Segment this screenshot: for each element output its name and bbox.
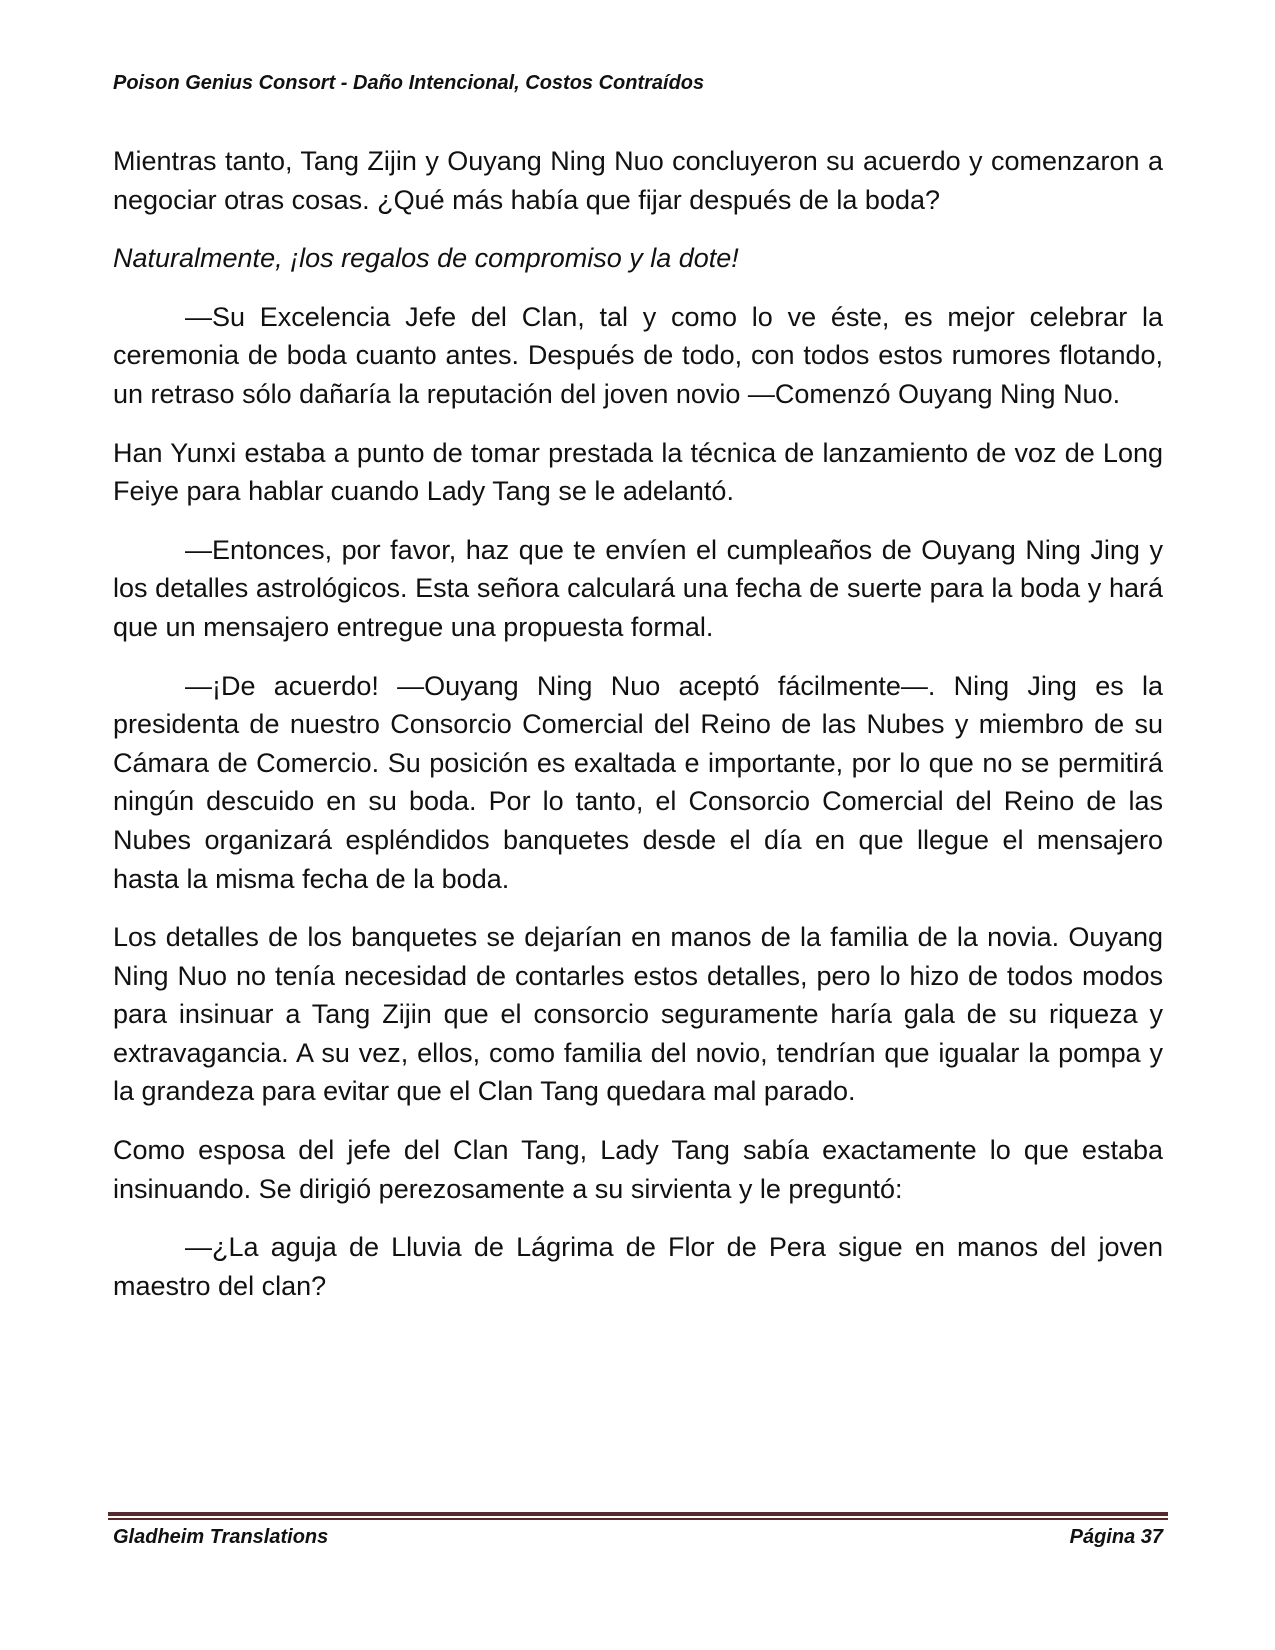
paragraph: Los detalles de los banquetes se dejarían en manos de la familia de la novia. Ouyang Ning Nuo no tenía necesidad de contarles estos detalles, pero lo hizo de todos modos para insinuar a Tang Zijin que el consorcio seguramente haría gala de su riqueza y extravagancia. A su vez, ellos, como familia del novio, tendrían que igualar la pompa y la grandeza para evitar que el Clan Tang quedara mal parado. — [113, 922, 1163, 1107]
dialogue-paragraph: —¿La aguja de Lluvia de Lágrima de Flor de Pera sigue en manos del joven maestro del clan? — [113, 1232, 1163, 1301]
dialogue-paragraph: —¡De acuerdo! —Ouyang Ning Nuo aceptó fácilmente—. Ning Jing es la presidenta de nuestro Consorcio Comercial del Reino de las Nubes y miembro de su Cámara de Comercio. Su posición es exaltada e importante, por lo que no se permitirá ningún descuido en su boda. Por lo tanto, el Consorcio Comercial del Reino de las Nubes organizará espléndidos banquetes desde el día en que llegue el mensajero hasta la misma fecha de la boda. — [113, 670, 1163, 894]
paragraph: Como esposa del jefe del Clan Tang, Lady Tang sabía exactamente lo que estaba insinuando. Se dirigió perezosamente a su sirvienta y le preguntó: — [113, 1135, 1163, 1204]
footer-page-number: Página 37 — [1069, 1526, 1163, 1548]
paragraph: Mientras tanto, Tang Zijin y Ouyang Ning Nuo concluyeron su acuerdo y comenzaron a negociar otras cosas. ¿Qué más había que fijar después de la boda? — [113, 146, 1163, 215]
paragraph-italic: Naturalmente, ¡los regalos de compromiso y la dote! — [113, 243, 739, 274]
document-body — [113, 142, 1163, 1325]
page-header-title: Poison Genius Consort - Daño Intencional, Costos Contraídos — [113, 72, 705, 94]
dialogue-paragraph: —Entonces, por favor, haz que te envíen el cumpleaños de Ouyang Ning Jing y los detalles astrológicos. Esta señora calculará una fecha de suerte para la boda y hará que un mensajero entregue una propuesta formal. — [113, 534, 1163, 642]
paragraph: Han Yunxi estaba a punto de tomar prestada la técnica de lanzamiento de voz de Long Feiye para hablar cuando Lady Tang se le adelantó. — [113, 437, 1163, 507]
dialogue-paragraph: —Su Excelencia Jefe del Clan, tal y como lo ve éste, es mejor celebrar la ceremonia de boda cuanto antes. Después de todo, con todos estos rumores flotando, un retraso sólo dañaría la reputación del joven novio —Comenzó Ouyang Ning Nuo. — [113, 301, 1163, 409]
footer-publisher: Gladheim Translations — [113, 1526, 329, 1548]
footer-divider — [108, 1512, 1168, 1520]
footer-divider-thin — [108, 1518, 1168, 1520]
footer-divider-thick — [108, 1512, 1168, 1516]
